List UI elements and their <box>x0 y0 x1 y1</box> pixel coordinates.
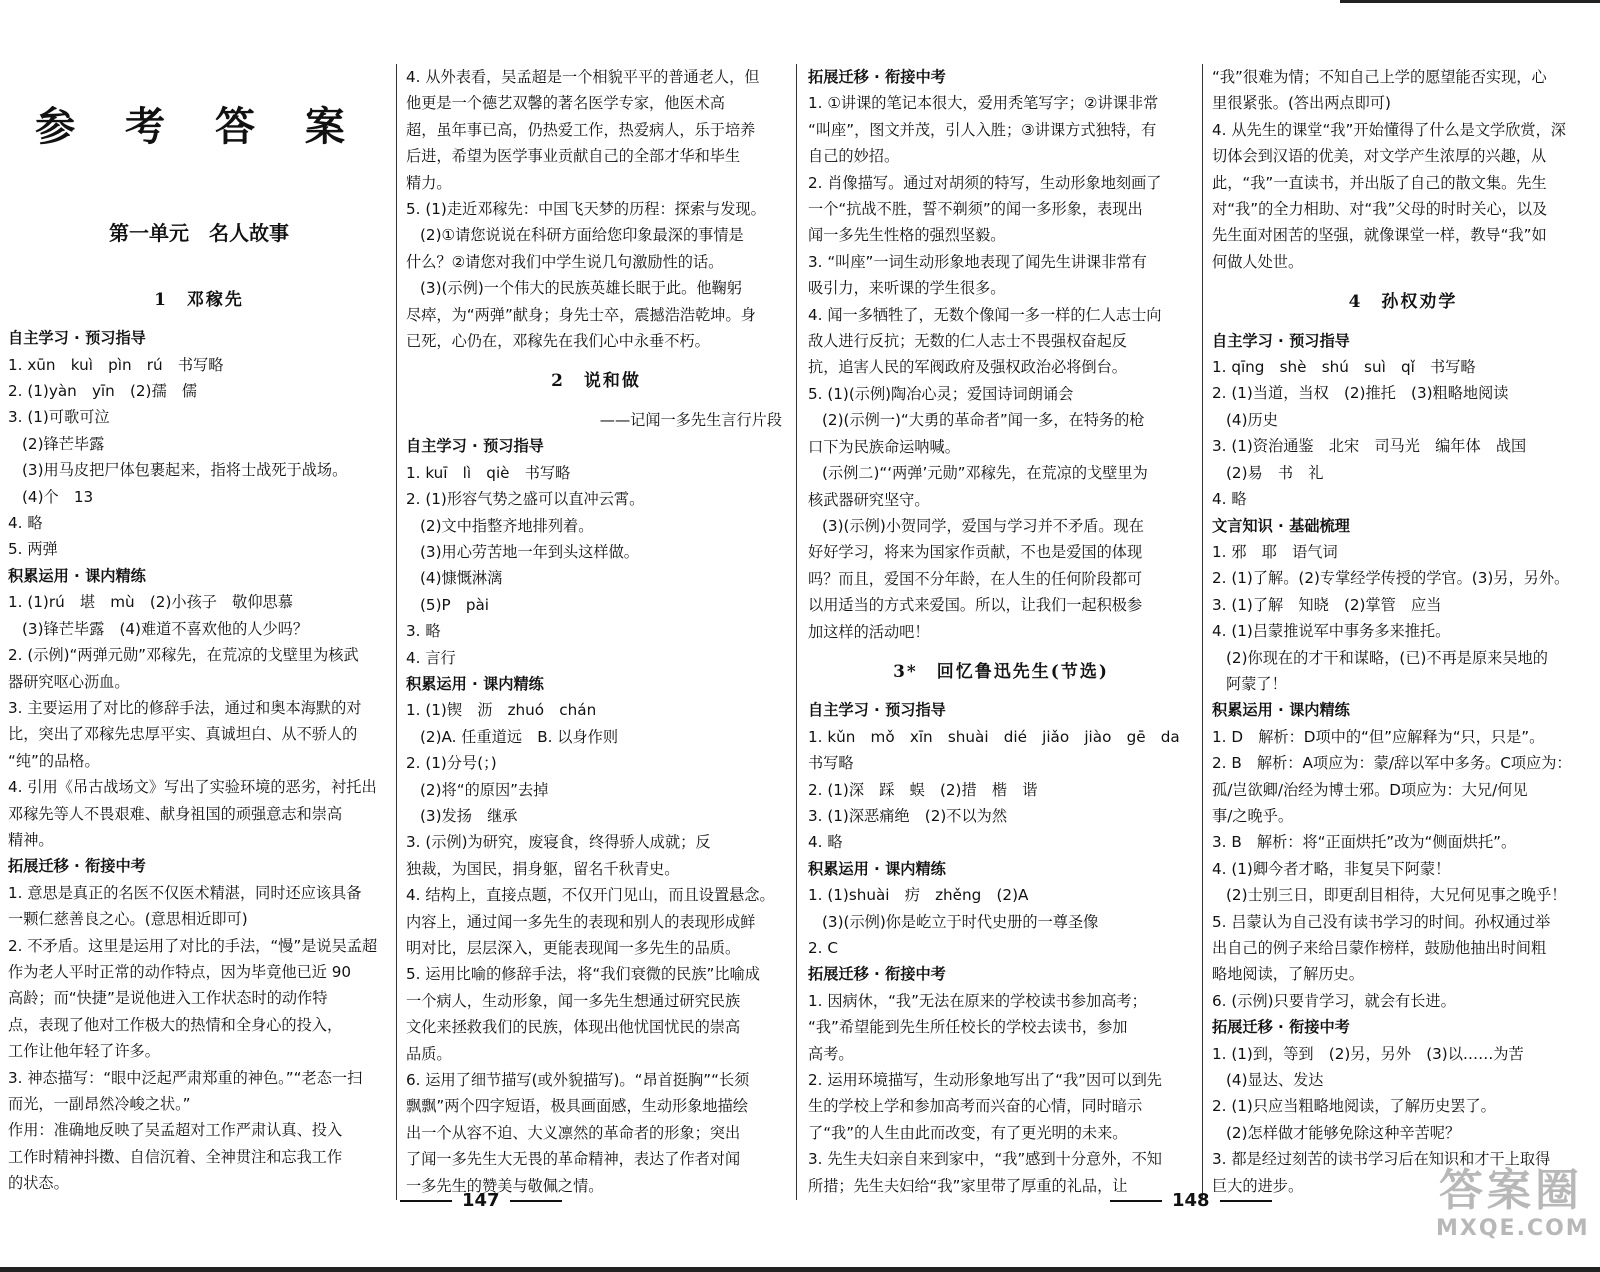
answer-line: 什么？②请您对我们中学生说几句激励性的话。 <box>406 252 724 271</box>
answer-line: 闻一多先生性格的强烈坚毅。 <box>808 226 1006 245</box>
answer-line: 核武器研究坚守。 <box>808 490 930 509</box>
answer-line: 比，突出了邓稼先忠厚平实、真诚坦白、从不骄人的 <box>8 725 358 744</box>
answer-line: (2)锋芒毕露 <box>22 434 105 453</box>
answer-line: (2)A. 任重道远 B. 以身作则 <box>420 727 619 746</box>
answer-line: 吸引力，来听课的学生很多。 <box>808 279 1006 298</box>
answer-line: 2. (1)了解。(2)专掌经学传授的学官。(3)另，另外。 <box>1212 569 1570 588</box>
answer-list-col4a <box>1212 64 1594 275</box>
answer-line: 作为老人平时正常的动作特点，因为毕竟他已近 90 <box>8 962 352 981</box>
answer-line: 已死，心仍在，邓稼先在我们心中永垂不朽。 <box>406 332 710 351</box>
answer-line: 事/之晚乎。 <box>1212 806 1294 825</box>
page-number-left <box>400 1190 562 1211</box>
answer-line: (4)慷慨淋漓 <box>420 569 503 588</box>
answer-line: “纯”的品格。 <box>8 751 100 770</box>
answer-line: 好好学习，将来为国家作贡献，不也是爱国的体现 <box>808 543 1143 562</box>
answer-line: 3. 略 <box>406 622 441 641</box>
lesson-title-1: 1 邓稼先 <box>154 289 244 310</box>
answer-line: 切体会到汉语的优美，对文学产生浓厚的兴趣，从 <box>1212 147 1547 166</box>
answer-line: 4. 略 <box>8 514 43 533</box>
answer-line: 邓稼先等人不畏艰难、献身祖国的顽强意志和崇高 <box>8 804 343 823</box>
answer-line: 3. (1)可歌可泣 <box>8 408 110 427</box>
answer-list-col3b <box>808 697 1194 1199</box>
page-number-right <box>1110 1190 1272 1211</box>
answer-line: 4. 从外表看，吴孟超是一个相貌平平的普通老人，但 <box>406 68 760 86</box>
section-heading: 积累运用 · 课内精练 <box>406 674 544 693</box>
lesson-title-2: 2 说和做 <box>551 371 641 392</box>
answer-list-col1 <box>8 325 390 1196</box>
answer-line: 所措；先生夫妇给“我”家里带了厚重的礼品，让 <box>808 1176 1128 1195</box>
section-heading: 自主学习 · 预习指导 <box>8 329 146 348</box>
answer-line: 5. 吕蒙认为自己没有读书学习的时间。孙权通过举 <box>1212 912 1551 931</box>
answer-line: 敌人进行反抗；无数的仁人志士不畏强权奋起反 <box>808 332 1127 351</box>
section-heading: 自主学习 · 预习指导 <box>406 437 544 456</box>
answer-line: 加这样的活动吧！ <box>808 622 930 641</box>
answer-line: 独裁，为国民，捐身躯，留名千秋青史。 <box>406 859 680 878</box>
answer-line: 1. xūn kuì pìn rú 书写略 <box>8 355 224 374</box>
answer-line: 5. 运用比喻的修辞手法，将“我们衰微的民族”比喻成 <box>406 965 760 984</box>
answer-line: 2. 肖像描写。通过对胡须的特写，生动形象地刻画了 <box>808 173 1162 192</box>
column-divider <box>396 64 397 1200</box>
answer-line: 3. “叫座”一词生动形象地表现了闻先生讲课非常有 <box>808 252 1147 271</box>
answer-line: 4. 引用《吊古战场文》写出了实验环境的恶劣，衬托出 <box>8 778 377 797</box>
answer-line: 1. D 解析：D项中的“但”应解释为“只，只是”。 <box>1212 727 1545 746</box>
answer-line: 对“我”的全力相助、对“我”父母的时时关心，以及 <box>1212 200 1548 219</box>
answer-line: 3. 神态描写：“眼中泛起严肃郑重的神色。”“老态一扫 <box>8 1068 363 1087</box>
answer-line: 明对比，层层深入，更能表现闻一多先生的品质。 <box>406 939 741 957</box>
answer-line: (3)(示例)小贺同学，爱国与学习并不矛盾。现在 <box>822 516 1144 535</box>
section-heading: 拓展迁移 · 衔接中考 <box>1212 1018 1350 1037</box>
answer-line: 2. (1)形容气势之盛可以直冲云霄。 <box>406 490 645 509</box>
answer-line: 3. (1)深恶痛绝 (2)不以为然 <box>808 806 1008 825</box>
answer-line: 2. (1)当道，当权 (2)推托 (3)粗略地阅读 <box>1212 384 1509 403</box>
answer-line: (2)士别三日，即更刮目相待，大兄何见事之晚乎！ <box>1226 886 1567 905</box>
section-heading: 自主学习 · 预习指导 <box>808 701 946 720</box>
answer-line: (2)文中指整齐地排列着。 <box>420 516 594 535</box>
answer-line: 后进，希望为医学事业贡献自己的全部才华和毕生 <box>406 147 741 166</box>
section-heading: 积累运用 · 课内精练 <box>1212 701 1350 720</box>
answer-line: 尽瘁，为“两弹”献身；身先士卒，震撼浩浩乾坤。身 <box>406 305 756 324</box>
answer-line: 2. C <box>808 939 838 957</box>
answer-line: 了“我”的人生由此而改变，有了更光明的未来。 <box>808 1123 1128 1142</box>
answer-line: (5)P pài <box>420 595 490 614</box>
section-heading: 积累运用 · 课内精练 <box>8 566 146 585</box>
column-divider <box>1202 64 1203 1200</box>
answer-line: 3. (1)资治通鉴 北宋 司马光 编年体 战国 <box>1212 437 1527 456</box>
answer-line: 3. 先生夫妇亲自来到家中，“我”感到十分意外，不知 <box>808 1150 1162 1169</box>
answer-line: 超，虽年事已高，仍热爱工作，热爱病人，乐于培养 <box>406 120 756 139</box>
lesson-subtitle-2: ——记闻一多先生言行片段 <box>599 410 782 429</box>
answer-line: 4. 闻一多牺牲了，无数个像闻一多一样的仁人志士向 <box>808 305 1162 324</box>
answer-line: (2)将“的原因”去掉 <box>420 780 549 799</box>
answer-line: 内容上，通过闻一多先生的表现和别人的表现形成鲜 <box>406 912 756 931</box>
answer-line: 略地阅读，了解历史。 <box>1212 965 1364 984</box>
answer-line: 2. (1)深 踩 蜈 (2)措 楷 谐 <box>808 780 1038 799</box>
answer-line: 2. 运用环境描写，生动形象地写出了“我”因可以到先 <box>808 1071 1162 1090</box>
answer-line: 出自己的例子来给吕蒙作榜样，鼓励他抽出时间粗 <box>1212 939 1547 957</box>
top-edge-bar <box>1340 0 1600 3</box>
answer-line: (2)你现在的才干和谋略，(已)不再是原来吴地的 <box>1226 648 1548 667</box>
answer-line: 器研究呕心沥血。 <box>8 672 130 691</box>
lesson-title-4: 4 孙权劝学 <box>1348 292 1458 313</box>
answer-line: 文化来拯救我们的民族，体现出他忧国忧民的崇高 <box>406 1018 741 1037</box>
answer-line: 出一个从容不迫、大义凛然的革命者的形象；突出 <box>406 1123 741 1142</box>
answer-line: 2. (1)yàn yīn (2)孺 儒 <box>8 382 198 401</box>
answer-line: (3)(示例)一个伟大的民族英雄长眠于此。他鞠躬 <box>420 279 742 298</box>
answer-line: 高考。 <box>808 1044 854 1063</box>
answer-line: 1. (1)shuài 疠 zhěng (2)A <box>808 886 1029 905</box>
section-heading: 拓展迁移 · 衔接中考 <box>8 857 146 876</box>
answer-line: 飘飘”两个四字短语，极具画面感，生动形象地描绘 <box>406 1097 748 1116</box>
answer-line: 以用适当的方式来爱国。所以，让我们一起积极参 <box>808 596 1143 615</box>
lesson-title-3: 3* 回忆鲁迅先生(节选) <box>893 661 1109 682</box>
answer-line: 里很紧张。(答出两点即可) <box>1212 94 1391 113</box>
answer-line: (4)显达、发达 <box>1226 1071 1324 1090</box>
answer-line: 何做人处世。 <box>1212 252 1304 271</box>
column-2 <box>406 64 786 1200</box>
answer-line: (4)历史 <box>1226 410 1278 429</box>
column-3 <box>808 64 1194 1200</box>
answer-line: 书写略 <box>808 754 854 773</box>
section-heading: 自主学习 · 预习指导 <box>1212 331 1350 350</box>
watermark-url: MXQE.COM <box>1436 1216 1590 1241</box>
answer-line: 5. 两弹 <box>8 540 58 559</box>
unit-title: 第一单元 名人故事 <box>109 221 289 246</box>
answer-line: (示例二)“‘两弹’元勋”邓稼先，在荒凉的戈壁里为 <box>822 464 1148 483</box>
answer-line: 先生面对困苦的坚强，就像课堂一样，教导“我”如 <box>1212 226 1547 245</box>
answer-line: (3)发扬 继承 <box>420 806 518 825</box>
answer-line: 1. kuī lì qiè 书写略 <box>406 463 571 482</box>
page-title: 参 考 答 案 <box>35 103 363 150</box>
answer-line: 3. (1)了解 知晓 (2)掌管 应当 <box>1212 595 1442 614</box>
answer-line: 孤/岂欲卿/治经为博士邪。D项应为：大兄/何见 <box>1212 780 1528 799</box>
answer-line: 2. (1)分号(；) <box>406 754 497 773</box>
answer-line: 此，“我”一直读书，并出版了自己的散文集。先生 <box>1212 173 1547 192</box>
answer-line: 4. 略 <box>808 833 843 852</box>
answer-line: 吗？而且，爱国不分年龄，在人生的任何阶段都可 <box>808 569 1143 588</box>
answer-line: (2)怎样做才能够免除这种辛苦呢？ <box>1226 1123 1461 1142</box>
answer-line: 3. (示例)为研究，废寝食，终得骄人成就；反 <box>406 833 711 852</box>
answer-line: 一多先生的赞美与敬佩之情。 <box>406 1176 604 1195</box>
answer-line: 1. 意思是真正的名医不仅医术精湛，同时还应该具备 <box>8 883 362 902</box>
answer-line: 自己的妙招。 <box>808 147 900 166</box>
answer-line: 作用：准确地反映了吴孟超对工作严肃认真、投入 <box>8 1121 343 1140</box>
answer-line: 生的学校上学和参加高考而兴奋的心情，同时暗示 <box>808 1097 1143 1116</box>
answer-line: 1. 因病休，“我”无法在原来的学校读书参加高考； <box>808 991 1147 1010</box>
answer-line: 阿蒙了！ <box>1226 674 1287 693</box>
answer-line: (2)易 书 礼 <box>1226 463 1324 482</box>
answer-line: 2. (示例)“两弹元勋”邓稼先，在荒凉的戈壁里为核武 <box>8 646 359 665</box>
answer-line: 的状态。 <box>8 1174 69 1193</box>
answer-line: 口下为民族命运呐喊。 <box>808 437 960 456</box>
answer-line: 2. (1)只应当粗略地阅读，了解历史罢了。 <box>1212 1097 1496 1116</box>
bottom-edge-bar <box>0 1267 1600 1272</box>
answer-line: 2. 不矛盾。这里是运用了对比的手法，“慢”是说吴孟超 <box>8 936 378 955</box>
answer-line: 工作让他年轻了许多。 <box>8 1042 160 1061</box>
answer-line: 5. (1)走近邓稼先：中国飞天梦的历程：探索与发现。 <box>406 200 766 219</box>
answer-line: 3. B 解析：将“正面烘托”改为“侧面烘托”。 <box>1212 833 1517 852</box>
answer-line: 精力。 <box>406 173 452 192</box>
answer-line: “我”希望能到先生所任校长的学校去读书，参加 <box>808 1018 1128 1037</box>
answer-line: 点，表现了他对工作极大的热情和全身心的投入， <box>8 1015 343 1034</box>
answer-line: 而光，一副昂然冷峻之状。” <box>8 1095 191 1113</box>
answer-line: 6. 运用了细节描写(或外貌描写)。“昂首挺胸”“长须 <box>406 1071 750 1090</box>
column-1 <box>8 64 390 1200</box>
answer-line: “叫座”，图文并茂，引人入胜；③讲课方式独特，有 <box>808 120 1157 139</box>
answer-line: (3)用心劳苦地一年到头这样做。 <box>420 542 639 561</box>
answer-line: 他更是一个德艺双馨的著名医学专家，他医术高 <box>406 94 725 113</box>
answer-line: 品质。 <box>406 1044 452 1063</box>
answer-line: 4. 言行 <box>406 648 456 667</box>
answer-line: 3. 主要运用了对比的修辞手法，通过和奥本海默的对 <box>8 698 362 717</box>
answer-line: (4)个 13 <box>22 487 94 506</box>
answer-list-col4b <box>1212 328 1594 1199</box>
section-heading: 拓展迁移 · 衔接中考 <box>808 68 946 86</box>
answer-line: 4. 结构上，直接点题，不仅开门见山，而且设置悬念。 <box>406 886 775 905</box>
answer-list-col2a <box>406 64 786 354</box>
answer-line: 1. 邪 耶 语气词 <box>1212 542 1338 561</box>
answer-line: 5. (1)(示例)陶冶心灵；爱国诗词朗诵会 <box>808 384 1074 403</box>
page-number-right-text: 148 <box>1172 1190 1210 1211</box>
section-heading: 拓展迁移 · 衔接中考 <box>808 965 946 984</box>
answer-list-col3a <box>808 64 1194 645</box>
answer-line: 1. kǔn mǒ xīn shuài dié jiǎo jiào gē da <box>808 727 1180 746</box>
answer-line: (2)①请您说说在科研方面给您印象最深的事情是 <box>420 226 744 245</box>
answer-line: 高龄；而“快捷”是说他进入工作状态时的动作特 <box>8 989 328 1008</box>
answer-line: 巨大的进步。 <box>1212 1176 1304 1195</box>
page-number-left-text: 147 <box>462 1190 500 1211</box>
answer-line: 了闻一多先生大无畏的革命精神，表达了作者对闻 <box>406 1150 741 1169</box>
answer-line: 一个“抗战不胜，誓不剃须”的闻一多形象，表现出 <box>808 200 1143 219</box>
answer-line: 6. (示例)只要肯学习，就会有长进。 <box>1212 991 1456 1010</box>
section-heading: 文言知识 · 基础梳理 <box>1212 516 1350 535</box>
answer-line: (3)用马皮把尸体包裹起来，指将士战死于战场。 <box>22 461 348 480</box>
watermark-logo-text: 答案圈 <box>1439 1165 1583 1216</box>
answer-line: 1. (1)到，等到 (2)另，另外 (3)以……为苦 <box>1212 1044 1524 1063</box>
answer-line: (3)(示例)你是屹立于时代史册的一尊圣像 <box>822 912 1099 931</box>
answer-line: 4. 略 <box>1212 490 1247 509</box>
answer-line: “我”很难为情；不知自己上学的愿望能否实现，心 <box>1212 68 1547 86</box>
answer-line: 3. 都是经过刻苦的读书学习后在知识和才干上取得 <box>1212 1150 1551 1169</box>
answer-line: (3)锋芒毕露 (4)难道不喜欢他的人少吗？ <box>22 619 309 638</box>
answer-line: 抗，追害人民的军阀政府及强权政治必将倒台。 <box>808 358 1127 377</box>
answer-line: 2. B 解析：A项应为：蒙/辞以军中多务。C项应为： <box>1212 754 1572 773</box>
answer-line: 工作时精神抖擞、自信沉着、全神贯注和忘我工作 <box>8 1147 343 1166</box>
answer-line: 4. (1)卿今者才略，非复吴下阿蒙！ <box>1212 859 1451 878</box>
answer-list-col2b <box>406 433 786 1199</box>
watermark-logo <box>1436 1165 1590 1252</box>
column-divider <box>796 64 797 1200</box>
answer-line: (2)(示例一)“大勇的革命者”闻一多，在特务的枪 <box>822 411 1145 430</box>
answer-line: 4. 从先生的课堂“我”开始懂得了什么是文学欣赏，深 <box>1212 120 1566 139</box>
section-heading: 积累运用 · 课内精练 <box>808 859 946 878</box>
answer-line: 1. (1)rú 堪 mù (2)小孩子 敬仰思慕 <box>8 593 293 612</box>
answer-line: 一个病人，生动形象，闻一多先生想通过研究民族 <box>406 991 741 1010</box>
answer-line: 1. ①讲课的笔记本很大，爱用秃笔写字；②讲课非常 <box>808 94 1159 113</box>
answer-line: 1. qīng shè shú suì qǐ 书写略 <box>1212 358 1476 377</box>
answer-line: 精神。 <box>8 830 54 849</box>
answer-line: 一颗仁慈善良之心。(意思相近即可) <box>8 910 248 929</box>
answer-line: 1. (1)锲 沥 zhuó chán <box>406 701 597 720</box>
answer-line: 4. (1)吕蒙推说军中事务多来推托。 <box>1212 622 1451 641</box>
column-4 <box>1212 64 1594 1200</box>
